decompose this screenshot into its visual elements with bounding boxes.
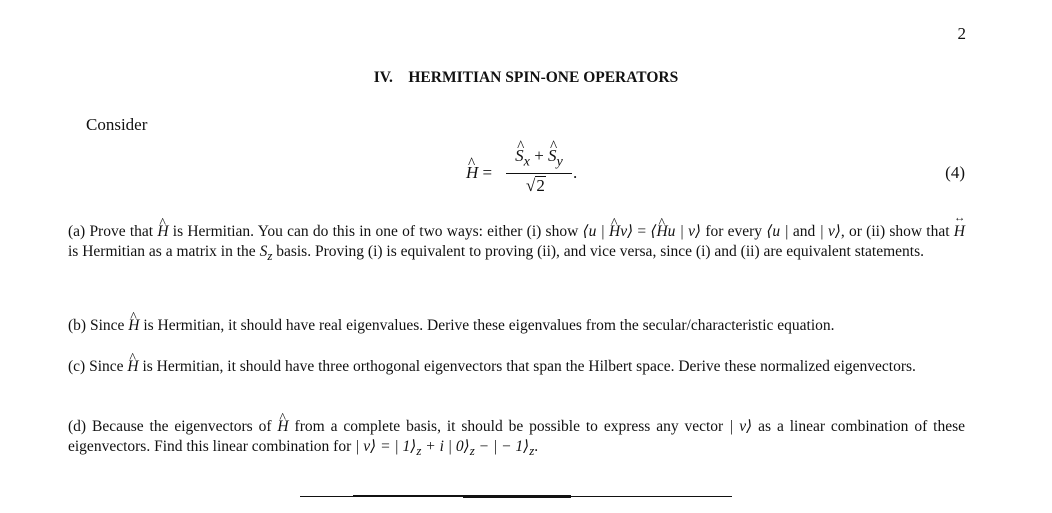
part-a-text-6: , or (ii) show that [840, 223, 954, 240]
expr-end: . [534, 438, 539, 455]
ket-v-alone: | v⟩ [819, 223, 841, 240]
page-number: 2 [957, 24, 966, 43]
part-a-text-7: is Hermitian as a matrix in the [68, 243, 260, 260]
part-a-text-1: (a) Prove that [68, 223, 158, 240]
expr-sub-1: z [416, 443, 422, 459]
part-a-text-5: and [788, 223, 820, 240]
bra-u-alone: ⟨u | [766, 223, 789, 240]
equation-number: (4) [945, 163, 965, 182]
fraction-denominator [526, 176, 546, 196]
sz-symbol: S [259, 243, 268, 260]
part-c-text-2: is Hermitian, it should have three orthogonal eigenvectors that span the Hilbert space. Derive these normalized eigenvectors. [138, 358, 916, 375]
expr-part-2: + i | 0⟩ [421, 438, 470, 455]
part-a-paragraph [68, 222, 965, 266]
section-title: IV. HERMITIAN SPIN-ONE OPERATORS [373, 69, 679, 86]
fraction-numerator [506, 146, 572, 170]
expr-part-3: − | − 1⟩ [474, 438, 530, 455]
equals-sign: = [482, 163, 493, 182]
intro-text: Consider [86, 115, 148, 134]
h-hat-symbol: ^ H [656, 222, 667, 242]
h-hat-symbol: ^ H [128, 316, 139, 336]
equation-period: . [573, 163, 578, 182]
part-a-text-2: is Hermitian. You can do this in one of two ways: either (i) show [168, 223, 583, 240]
part-d-text-2: from a complete basis, it should be possible to express any vector [288, 418, 730, 435]
footer-rule-thicker [463, 495, 571, 498]
part-b-paragraph [68, 316, 965, 336]
part-a-equals: = [633, 223, 651, 240]
h-hat-symbol: ^ H [157, 222, 168, 242]
bra-u: ⟨u | [582, 223, 610, 240]
expr-sub-3: z [529, 443, 535, 459]
sub-x: x [523, 153, 530, 170]
ket-v: | v⟩ [729, 418, 753, 435]
h-hat-symbol: ^ H [466, 163, 478, 183]
bra-open: ⟨ [650, 223, 657, 240]
sz-subscript: z [267, 248, 273, 264]
part-d-text-1: (d) Because the eigenvectors of [68, 418, 278, 435]
equation-4 [0, 146, 1052, 206]
sqrt-sign: √ [526, 176, 536, 195]
h-hat-symbol: ^ H [609, 222, 620, 242]
expr-sub-2: z [469, 443, 475, 459]
part-d-paragraph [68, 417, 965, 461]
sx-hat-symbol: ^ S [515, 146, 524, 166]
sy-hat-symbol: ^ S [548, 146, 557, 166]
h-matrix-symbol: ↔ H [954, 222, 965, 242]
part-a-text-4: for every [701, 223, 767, 240]
expr-part-1: | v⟩ = | 1⟩ [355, 438, 417, 455]
h-hat-symbol: ^ H [277, 417, 288, 437]
part-a-text-8: basis. Proving (i) is equivalent to proving (ii), and vice versa, since (i) and (ii) are equivalent statements. [272, 243, 925, 260]
ket-uv: u | v⟩ [667, 223, 702, 240]
plus-sign: + [534, 146, 544, 165]
part-b-text-1: (b) Since [68, 317, 129, 334]
sub-y: y [556, 153, 563, 170]
part-d-text-3: as a linear combination of these eigenvectors. Find this linear combination for [68, 418, 965, 455]
h-hat-symbol: ^ H [127, 357, 138, 377]
part-c-text-1: (c) Since [68, 358, 128, 375]
sqrt-radicand: 2 [536, 176, 545, 195]
equation-lhs [466, 163, 492, 183]
part-b-text-2: is Hermitian, it should have real eigenvalues. Derive these eigenvalues from the secular/characteristic equation. [139, 317, 835, 334]
part-c-paragraph [68, 357, 965, 377]
ket-v: v⟩ [620, 223, 634, 240]
fraction-bar [506, 173, 572, 174]
